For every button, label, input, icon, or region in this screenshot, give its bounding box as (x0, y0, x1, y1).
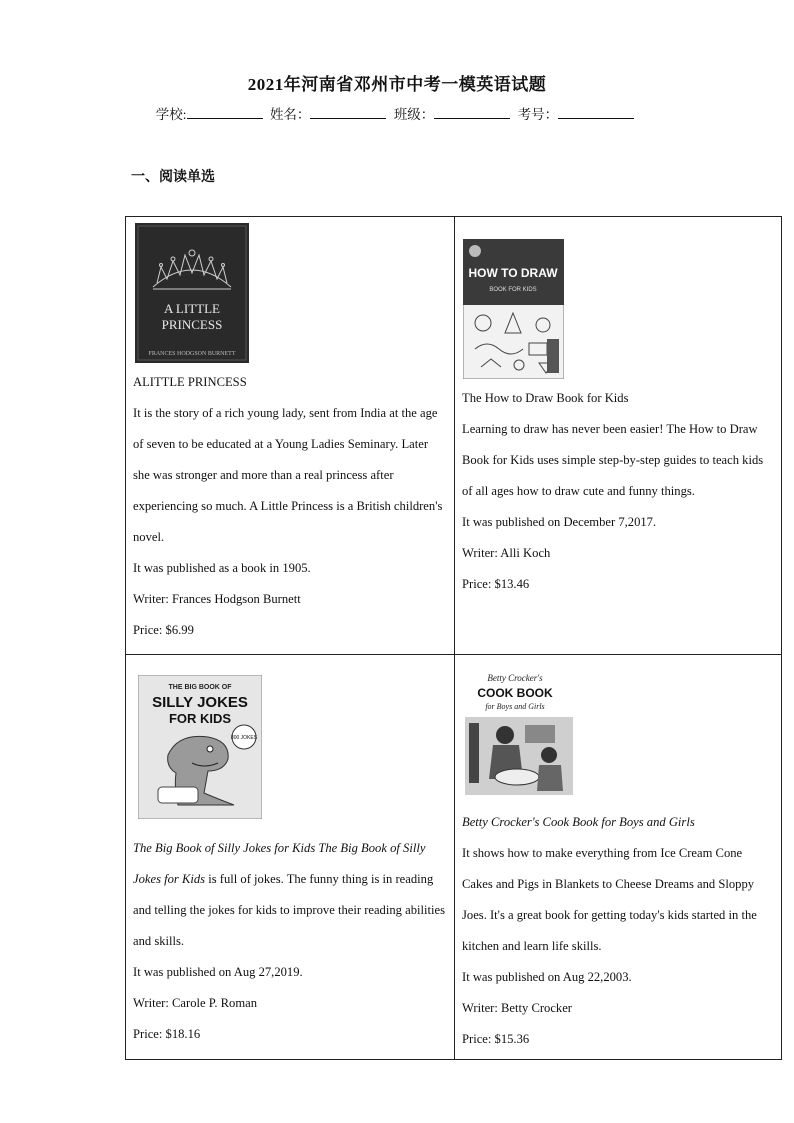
book-writer: Writer: Alli Koch (462, 546, 551, 560)
book-title: Betty Crocker's Cook Book for Boys and Girls (462, 815, 695, 829)
cover-title-line1: HOW TO DRAW (468, 266, 558, 280)
book-writer: Writer: Betty Crocker (462, 1001, 572, 1015)
cover-title-line2: COOK BOOK (477, 686, 553, 700)
kids-cooking-icon (465, 717, 573, 795)
class-blank[interactable] (434, 106, 510, 119)
book-cover-little-princess (135, 223, 249, 363)
book-description-text: is full of jokes. The funny thing is in reading and telling the jokes for kids to improve their reading abilities and skills. (133, 872, 445, 948)
book-writer: Writer: Carole P. Roman (133, 996, 258, 1010)
book-price: Price: $6.99 (133, 623, 194, 637)
cover-title-line3: for Boys and Girls (485, 702, 545, 711)
book-cell-how-to-draw (455, 217, 782, 654)
student-info-line (0, 103, 794, 123)
pencil-icon (547, 339, 559, 373)
books-table (125, 216, 782, 1060)
book-cell-silly-jokes (126, 655, 454, 1060)
cover-title-line1: THE BIG BOOK OF (168, 684, 232, 691)
book-description: It shows how to make everything from Ice Cream Cone Cakes and Pigs in Blankets to Cheese Dreams and Sloppy Joes. It's a great book for getting today's kids started in the kitchen and learn life skills. (462, 846, 757, 953)
number-blank[interactable] (558, 106, 634, 119)
cover-title-line1: Betty Crocker's (487, 673, 543, 683)
book-cover-how-to-draw (463, 239, 564, 379)
cover-title-line2: PRINCESS (161, 317, 223, 332)
book-cell-little-princess (126, 217, 454, 654)
name-label: 姓名： (269, 107, 311, 122)
book-price: Price: $15.36 (462, 1032, 530, 1046)
number-label: 考号： (517, 107, 559, 122)
book-title: ALITTLE PRINCESS (133, 375, 247, 389)
cover-badge: 800 JOKES (230, 735, 258, 741)
exam-title: 2021年河南省邓州市中考一模英语试题 (247, 75, 547, 94)
cover-title-line3: FOR KIDS (168, 711, 232, 726)
book-cover-betty-crocker (465, 669, 573, 795)
book-published: It was published on December 7,2017. (462, 515, 657, 529)
book-cover-silly-jokes (138, 675, 262, 819)
book-published: It was published on Aug 27,2019. (133, 965, 303, 979)
cover-title-line2: BOOK FOR KIDS (489, 287, 537, 293)
book-published: It was published as a book in 1905. (133, 561, 311, 575)
book-description: It is the story of a rich young lady, sent from India at the age of seven to be educated at a Young Ladies Seminary. Later she was stronger and more than a real princess after experiencing so much. A Little Princess is a British children's novel. (133, 406, 443, 544)
book-price: Price: $18.16 (133, 1027, 201, 1041)
name-blank[interactable] (310, 106, 386, 119)
book-price: Price: $13.46 (462, 577, 530, 591)
section-title: 一、阅读单选 (131, 170, 215, 185)
book-description (133, 833, 446, 957)
cover-title-line1: A LITTLE (164, 301, 220, 316)
book-title: The Big Book of Silly Jokes for Kids The Big Book of Silly Jokes for Kids (133, 841, 426, 886)
book-title: The How to Draw Book for Kids (462, 391, 629, 405)
cover-title-line2: SILLY JOKES (152, 694, 248, 711)
class-label: 班级： (393, 107, 435, 122)
book-writer: Writer: Frances Hodgson Burnett (133, 592, 301, 606)
cover-author: FRANCES HODGSON BURNETT (148, 351, 236, 357)
book-description: Learning to draw has never been easier! The How to Draw Book for Kids uses simple step-by-step guides to teach kids of all ages how to draw cute and funny things. (462, 422, 764, 498)
school-blank[interactable] (187, 106, 263, 119)
cake-icon (158, 787, 198, 803)
planet-icon (469, 245, 481, 257)
book-published: It was published on Aug 22,2003. (462, 970, 632, 984)
book-cell-betty-crocker (455, 655, 782, 1060)
school-label: 学校: (155, 107, 187, 122)
